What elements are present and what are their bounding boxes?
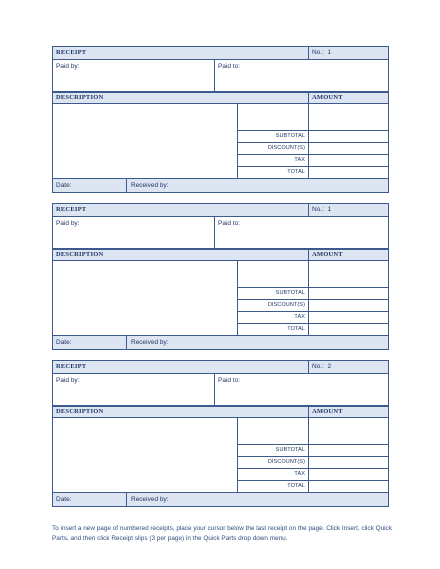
- footer-band: [52, 493, 389, 507]
- discounts-label: DISCOUNT(S): [267, 459, 305, 465]
- tax-label: TAX: [294, 471, 305, 477]
- receipt-slip-2: [52, 203, 389, 350]
- amount-header: AMOUNT: [312, 251, 343, 258]
- paid-by-label: Paid by:: [56, 377, 80, 384]
- description-header: DESCRIPTION: [56, 408, 104, 415]
- receipt-slip-1: [52, 46, 389, 193]
- receipt-title: RECEIPT: [56, 206, 87, 213]
- date-label: Date:: [56, 339, 72, 346]
- paid-by-label: Paid by:: [56, 63, 80, 70]
- total-label: TOTAL: [287, 483, 305, 489]
- footer-band: [52, 336, 389, 350]
- date-label: Date:: [56, 496, 72, 503]
- receipt-number-label: No.: 2: [312, 363, 332, 370]
- total-label: TOTAL: [287, 326, 305, 332]
- footer-band: [52, 179, 389, 193]
- amount-header: AMOUNT: [312, 408, 343, 415]
- tax-label: TAX: [294, 157, 305, 163]
- discounts-label: DISCOUNT(S): [267, 145, 305, 151]
- subtotal-label: SUBTOTAL: [275, 447, 305, 453]
- subtotal-label: SUBTOTAL: [275, 290, 305, 296]
- discounts-label: DISCOUNT(S): [267, 302, 305, 308]
- paid-to-label: Paid to:: [218, 377, 241, 384]
- paid-by-label: Paid by:: [56, 220, 80, 227]
- receipt-number-label: No.: 1: [312, 49, 332, 56]
- receipt-header-band: [52, 203, 389, 216]
- date-label: Date:: [56, 182, 72, 189]
- paid-to-label: Paid to:: [218, 220, 241, 227]
- receipt-number-label: No.: 1: [312, 206, 332, 213]
- subtotal-label: SUBTOTAL: [275, 133, 305, 139]
- instruction-note: To insert a new page of numbered receipts, place your cursor below the last receipt on the page. Click Insert, click Quick Parts, and then click Receipt slips (3 per page) in the Quick Parts drop down menu.: [52, 525, 392, 542]
- tax-label: TAX: [294, 314, 305, 320]
- amount-header: AMOUNT: [312, 94, 343, 101]
- received-by-label: Received by:: [131, 182, 169, 189]
- paid-to-label: Paid to:: [218, 63, 241, 70]
- receipt-header-band: [52, 46, 389, 59]
- received-by-label: Received by:: [131, 339, 169, 346]
- description-header: DESCRIPTION: [56, 94, 104, 101]
- receipt-slip-3: [52, 360, 389, 507]
- receipt-title: RECEIPT: [56, 363, 87, 370]
- total-label: TOTAL: [287, 169, 305, 175]
- receipt-title: RECEIPT: [56, 49, 87, 56]
- description-header: DESCRIPTION: [56, 251, 104, 258]
- received-by-label: Received by:: [131, 496, 169, 503]
- receipt-header-band: [52, 360, 389, 373]
